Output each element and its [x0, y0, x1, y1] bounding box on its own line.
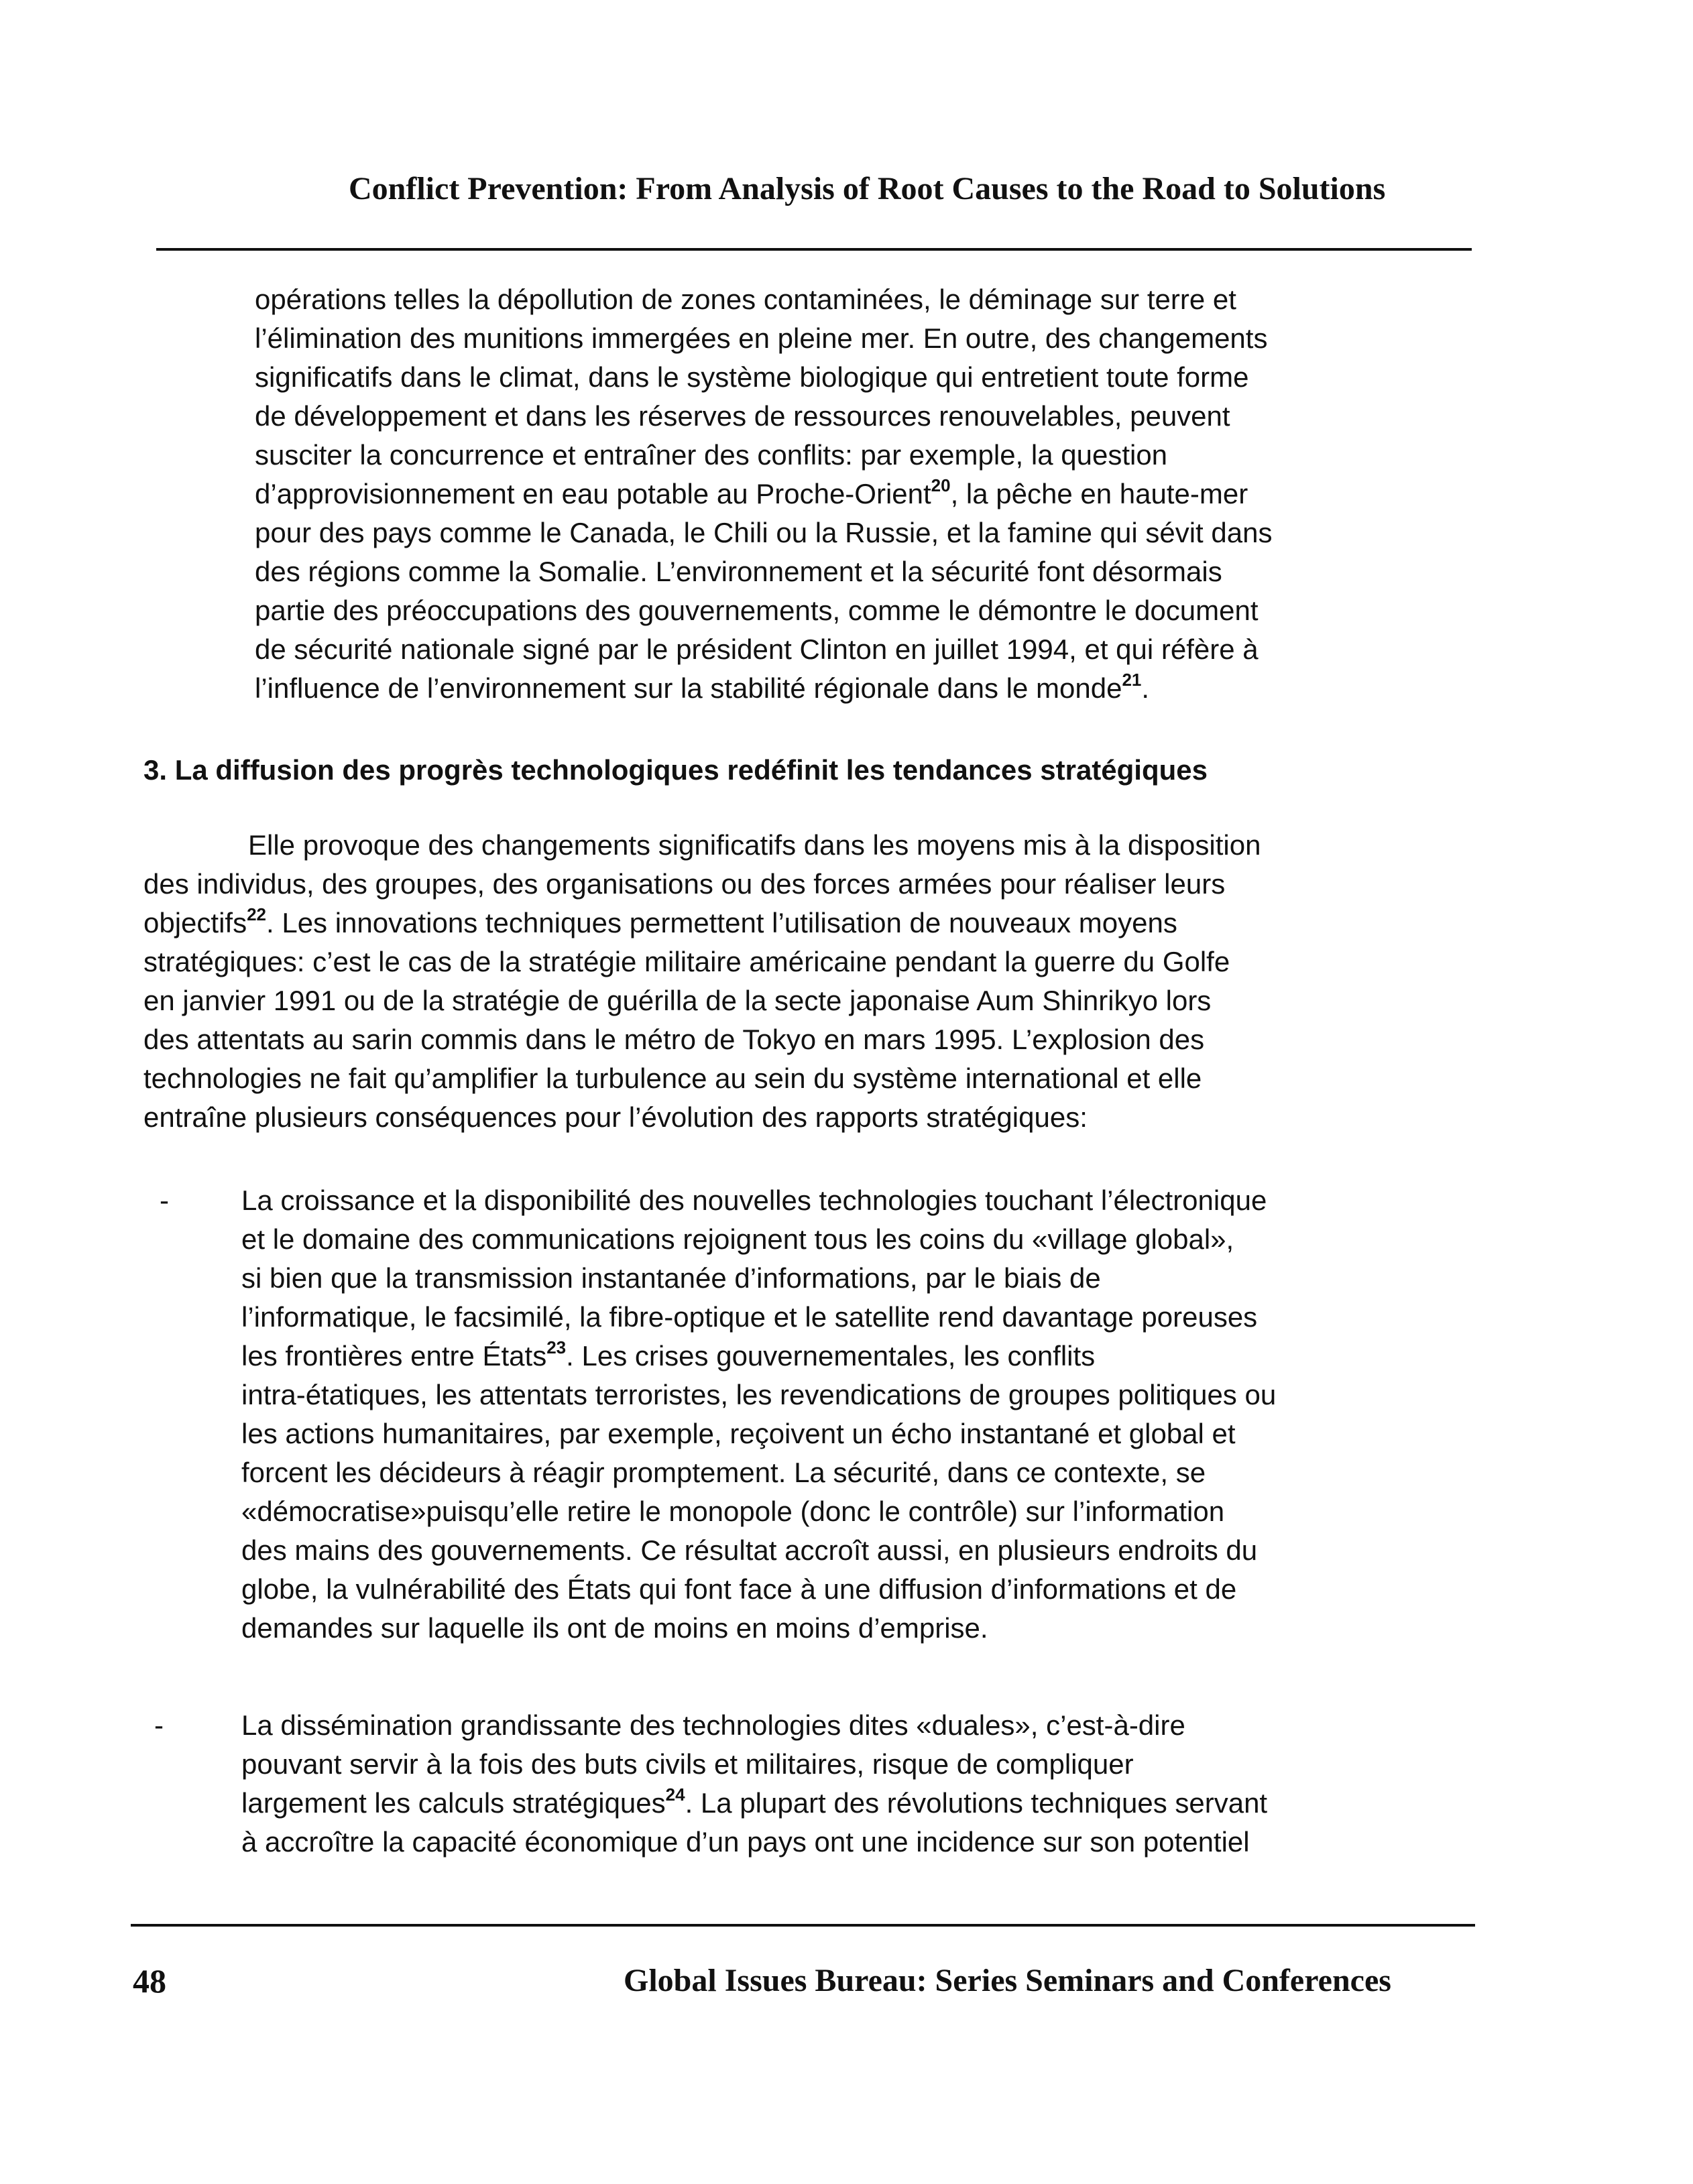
- text-line: [255, 475, 1272, 513]
- text-line: globe, la vulnérabilité des États qui font face à une diffusion d’informations et de: [241, 1573, 1237, 1605]
- running-footer: Global Issues Bureau: Series Seminars and Conferences: [624, 1963, 1391, 1998]
- text-line: de développement et dans les réserves de ressources renouvelables, peuvent: [255, 400, 1230, 432]
- paragraph-technology: [143, 826, 1261, 1137]
- bullet-item-dual-technologies: [241, 1706, 1267, 1862]
- text-line: [143, 904, 1261, 943]
- text-segment: .: [1141, 672, 1150, 704]
- page-number: 48: [133, 1962, 166, 2000]
- footnote-ref-20: 20: [931, 475, 951, 495]
- text-line: Elle provoque des changements significatifs dans les moyens mis à la disposition: [248, 829, 1261, 861]
- text-line: de sécurité nationale signé par le président Clinton en juillet 1994, et qui réfère à: [255, 633, 1259, 665]
- text-line: si bien que la transmission instantanée d’informations, par le biais de: [241, 1262, 1101, 1294]
- text-segment: objectifs: [143, 907, 247, 938]
- text-segment: les frontières entre États: [241, 1340, 547, 1372]
- text-segment: . La plupart des révolutions techniques servant: [685, 1787, 1268, 1819]
- text-line: entraîne plusieurs conséquences pour l’évolution des rapports stratégiques:: [143, 1101, 1088, 1133]
- text-line: La dissémination grandissante des technologies dites «duales», c’est-à-dire: [241, 1709, 1185, 1741]
- running-header: Conflict Prevention: From Analysis of Root Causes to the Road to Solutions: [349, 171, 1386, 206]
- footnote-ref-23: 23: [546, 1337, 567, 1357]
- footnote-ref-21: 21: [1122, 670, 1142, 690]
- text-line: l’informatique, le facsimilé, la fibre-optique et le satellite rend davantage poreuses: [241, 1301, 1258, 1333]
- section-heading: 3. La diffusion des progrès technologiques redéfinit les tendances stratégiques: [143, 754, 1208, 786]
- text-line: intra-étatiques, les attentats terroristes, les revendications de groupes politiques ou: [241, 1379, 1277, 1410]
- bullet-item-communications: [241, 1181, 1276, 1648]
- text-line: stratégiques: c’est le cas de la stratégie militaire américaine pendant la guerre du Golfe: [143, 946, 1230, 977]
- text-line: des individus, des groupes, des organisations ou des forces armées pour réaliser leurs: [143, 868, 1226, 900]
- text-line: les actions humanitaires, par exemple, reçoivent un écho instantané et global et: [241, 1418, 1236, 1449]
- text-segment: l’influence de l’environnement sur la stabilité régionale dans le monde: [255, 672, 1122, 704]
- text-line: partie des préoccupations des gouvernements, comme le démontre le document: [255, 595, 1259, 626]
- text-line: et le domaine des communications rejoignent tous les coins du «village global»,: [241, 1223, 1234, 1255]
- footnote-ref-22: 22: [247, 904, 266, 924]
- text-segment: . Les innovations techniques permettent l’utilisation de nouveaux moyens: [266, 907, 1177, 938]
- bullet-dash: -: [160, 1185, 169, 1216]
- text-segment: largement les calculs stratégiques: [241, 1787, 666, 1819]
- text-line: [241, 1337, 1276, 1376]
- text-line: La croissance et la disponibilité des nouvelles technologies touchant l’électronique: [241, 1185, 1267, 1216]
- text-line: «démocratise»puisqu’elle retire le monopole (donc le contrôle) sur l’information: [241, 1496, 1225, 1527]
- text-line: [241, 1784, 1267, 1823]
- text-line: technologies ne fait qu’amplifier la turbulence au sein du système international et elle: [143, 1063, 1202, 1094]
- paragraph-environment: [255, 280, 1272, 708]
- text-line: pour des pays comme le Canada, le Chili ou la Russie, et la famine qui sévit dans: [255, 517, 1273, 548]
- text-line: demandes sur laquelle ils ont de moins en moins d’emprise.: [241, 1612, 988, 1644]
- text-line: [255, 669, 1272, 708]
- text-line: des régions comme la Somalie. L’environnement et la sécurité font désormais: [255, 556, 1222, 587]
- text-line: significatifs dans le climat, dans le système biologique qui entretient toute forme: [255, 361, 1249, 393]
- text-segment: d’approvisionnement en eau potable au Proche-Orient: [255, 478, 931, 509]
- text-line: pouvant servir à la fois des buts civils et militaires, risque de compliquer: [241, 1748, 1134, 1780]
- footnote-ref-24: 24: [665, 1784, 685, 1805]
- text-line: des attentats au sarin commis dans le métro de Tokyo en mars 1995. L’explosion des: [143, 1024, 1205, 1055]
- text-line: susciter la concurrence et entraîner des conflits: par exemple, la question: [255, 439, 1168, 471]
- text-segment: . Les crises gouvernementales, les conflits: [566, 1340, 1096, 1372]
- text-line: opérations telles la dépollution de zones contaminées, le déminage sur terre et: [255, 284, 1236, 315]
- text-line: l’élimination des munitions immergées en pleine mer. En outre, des changements: [255, 322, 1268, 354]
- header-rule: [156, 248, 1472, 251]
- footer-rule: [131, 1924, 1475, 1927]
- text-line: forcent les décideurs à réagir promptement. La sécurité, dans ce contexte, se: [241, 1457, 1206, 1488]
- text-segment: , la pêche en haute-mer: [950, 478, 1248, 509]
- text-line: des mains des gouvernements. Ce résultat accroît aussi, en plusieurs endroits du: [241, 1534, 1258, 1566]
- bullet-dash: -: [154, 1709, 164, 1741]
- text-line: en janvier 1991 ou de la stratégie de guérilla de la secte japonaise Aum Shinrikyo lors: [143, 985, 1212, 1016]
- text-line: à accroître la capacité économique d’un pays ont une incidence sur son potentiel: [241, 1826, 1250, 1858]
